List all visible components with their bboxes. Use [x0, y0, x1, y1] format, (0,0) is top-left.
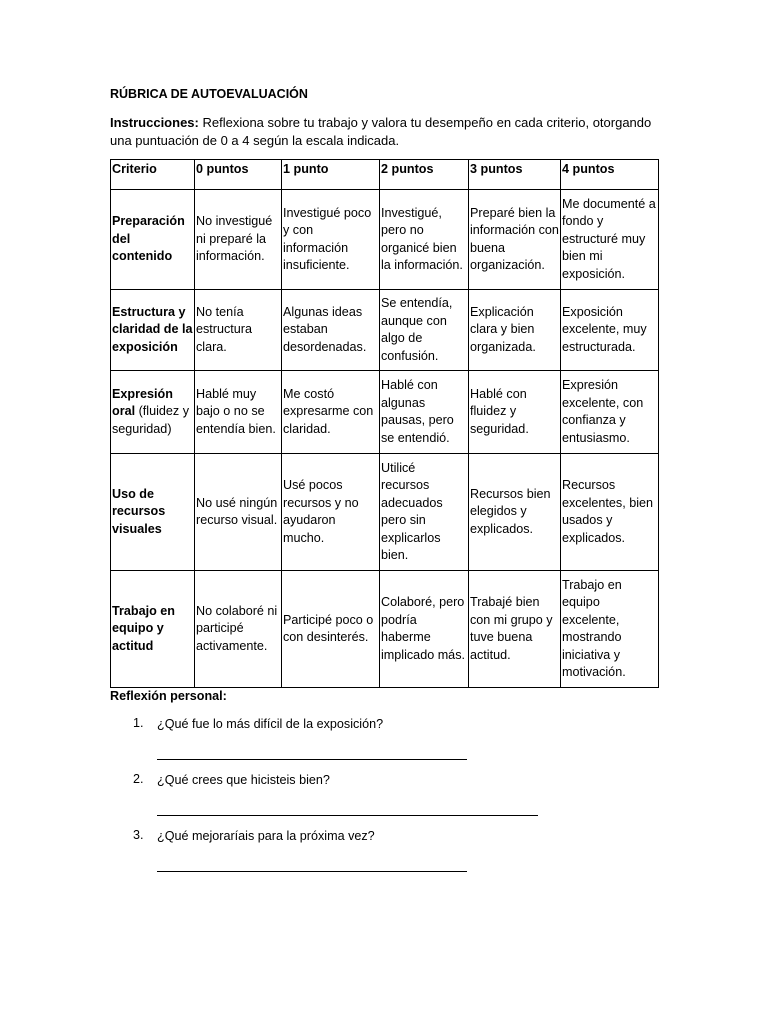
criterion-cell	[111, 454, 195, 571]
header-0-puntos: 0 puntos	[195, 160, 282, 190]
criterion-label: Uso de recursos visuales	[112, 486, 166, 536]
question-number: 1.	[133, 716, 144, 730]
header-2-puntos: 2 puntos	[380, 160, 469, 190]
criterion-label: Trabajo en equipo y actitud	[112, 603, 175, 653]
table-row	[111, 290, 659, 371]
score-4-cell: Exposición excelente, muy estructurada.	[561, 290, 659, 371]
question-number: 3.	[133, 828, 144, 842]
reflection-title: Reflexión personal:	[110, 689, 227, 703]
score-1-cell: Me costó expresarme con claridad.	[282, 371, 380, 454]
header-criterio: Criterio	[111, 160, 195, 190]
score-0-cell: No tenía estructura clara.	[195, 290, 282, 371]
score-2-cell: Investigué, pero no organicé bien la información.	[380, 190, 469, 290]
score-2-cell: Utilicé recursos adecuados pero sin explicarlos bien.	[380, 454, 469, 571]
criterion-cell	[111, 190, 195, 290]
score-3-cell: Explicación clara y bien organizada.	[469, 290, 561, 371]
score-4-cell: Recursos excelentes, bien usados y explicados.	[561, 454, 659, 571]
table-row	[111, 454, 659, 571]
score-1-cell: Participé poco o con desinterés.	[282, 571, 380, 688]
question-number: 2.	[133, 772, 144, 786]
question-text: ¿Qué crees que hicisteis bien?	[157, 773, 330, 787]
header-1-punto: 1 punto	[282, 160, 380, 190]
reflection-questions	[110, 716, 658, 872]
criterion-cell	[111, 371, 195, 454]
criterion-cell	[111, 571, 195, 688]
score-0-cell: Hablé muy bajo o no se entendía bien.	[195, 371, 282, 454]
header-3-puntos: 3 puntos	[469, 160, 561, 190]
list-item	[110, 828, 658, 872]
criterion-label: Preparación del contenido	[112, 214, 185, 264]
instructions-label: Instrucciones:	[110, 115, 199, 130]
score-1-cell: Usé pocos recursos y no ayudaron mucho.	[282, 454, 380, 571]
answer-line	[157, 800, 538, 816]
score-0-cell: No usé ningún recurso visual.	[195, 454, 282, 571]
score-0-cell: No colaboré ni participé activamente.	[195, 571, 282, 688]
answer-line	[157, 744, 467, 760]
instructions-text: Reflexiona sobre tu trabajo y valora tu desempeño en cada criterio, otorgando una puntuación de 0 a 4 según la escala indicada.	[110, 115, 652, 148]
criterion-cell	[111, 290, 195, 371]
list-item	[110, 716, 658, 760]
table-row	[111, 371, 659, 454]
document-title: RÚBRICA DE AUTOEVALUACIÓN	[110, 87, 308, 101]
criterion-label: Estructura y claridad de la exposición	[112, 304, 193, 354]
question-text: ¿Qué mejoraríais para la próxima vez?	[157, 829, 375, 843]
table-row	[111, 571, 659, 688]
instructions-paragraph	[110, 114, 658, 150]
score-1-cell: Algunas ideas estaban desordenadas.	[282, 290, 380, 371]
score-1-cell: Investigué poco y con información insuficiente.	[282, 190, 380, 290]
score-2-cell: Colaboré, pero podría haberme implicado más.	[380, 571, 469, 688]
table-row	[111, 190, 659, 290]
answer-line	[157, 856, 467, 872]
header-4-puntos: 4 puntos	[561, 160, 659, 190]
question-text: ¿Qué fue lo más difícil de la exposición?	[157, 717, 384, 731]
score-3-cell: Hablé con fluidez y seguridad.	[469, 371, 561, 454]
document-page	[110, 86, 658, 884]
criterion-detail: (fluidez y seguridad)	[112, 404, 190, 436]
score-4-cell: Expresión excelente, con confianza y entusiasmo.	[561, 371, 659, 454]
score-2-cell: Se entendía, aunque con algo de confusión.	[380, 290, 469, 371]
score-2-cell: Hablé con algunas pausas, pero se entendió.	[380, 371, 469, 454]
score-3-cell: Recursos bien elegidos y explicados.	[469, 454, 561, 571]
score-3-cell: Preparé bien la información con buena organización.	[469, 190, 561, 290]
criterion-label: Expresión oral	[112, 386, 173, 419]
score-0-cell: No investigué ni preparé la información.	[195, 190, 282, 290]
table-header-row	[111, 160, 659, 190]
score-3-cell: Trabajé bien con mi grupo y tuve buena actitud.	[469, 571, 561, 688]
rubric-table	[110, 159, 659, 688]
score-4-cell: Me documenté a fondo y estructuré muy bien mi exposición.	[561, 190, 659, 290]
score-4-cell: Trabajo en equipo excelente, mostrando iniciativa y motivación.	[561, 571, 659, 688]
list-item	[110, 772, 658, 816]
